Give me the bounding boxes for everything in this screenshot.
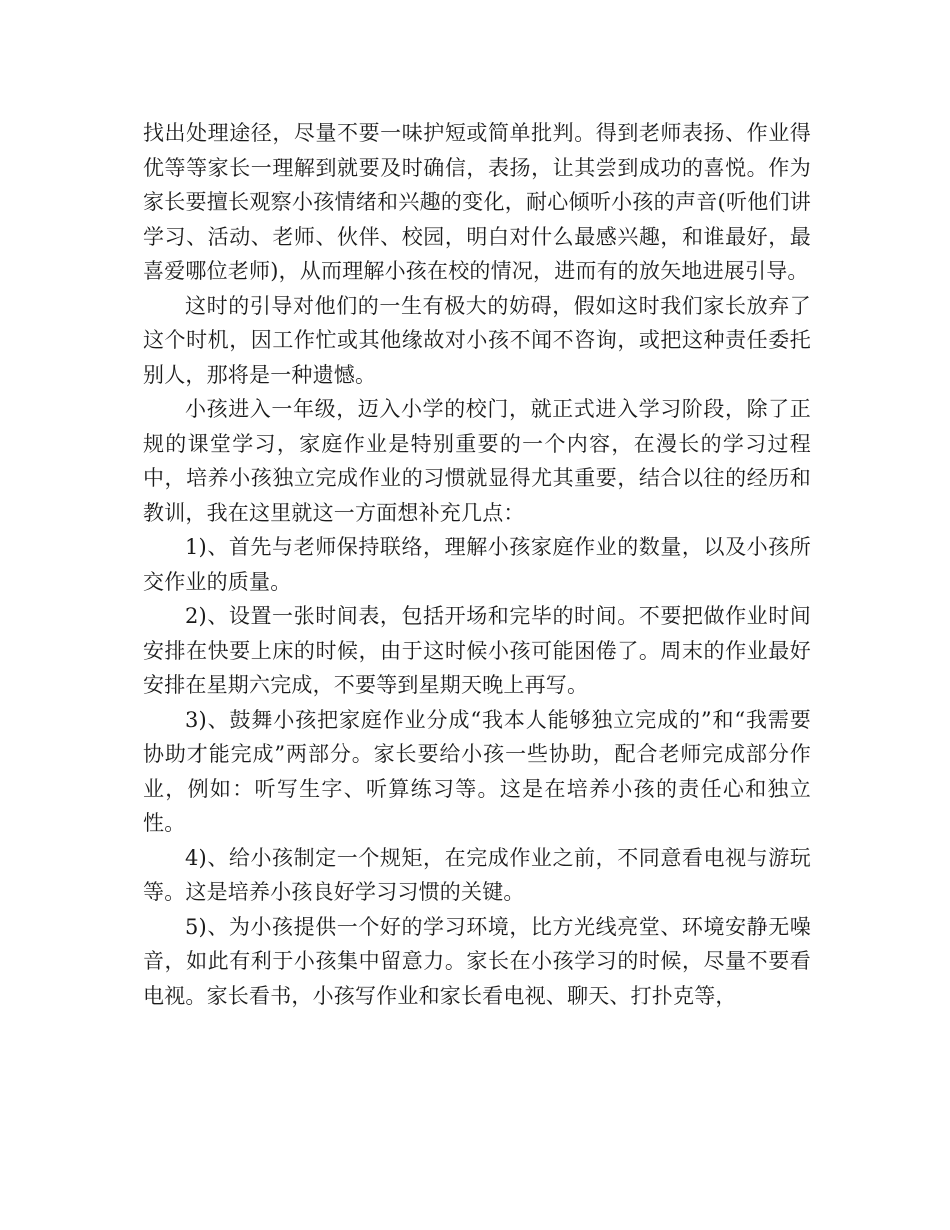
- list-item-2: 2)、设置一张时间表，包括开场和完毕的时间。不要把做作业时间安排在快要上床的时候，由于这时候小孩可能困倦了。周末的作业最好安排在星期六完成，不要等到星期天晚上再写。: [143, 604, 811, 697]
- paragraph-2: 这时的引导对他们的一生有极大的妨碍，假如这时我们家长放弃了这个时机，因工作忙或其他缘故对小孩不闻不咨询，或把这种责任委托别人，那将是一种遗憾。: [143, 293, 811, 387]
- list-item-3: 3)、鼓舞小孩把家庭作业分成“我本人能够独立完成的”和“我需要协助才能完成”两部分。家长要给小孩一些协助，配合老师完成部分作业，例如：听写生字、听算练习等。这是在培养小孩的责任心和独立性。: [143, 707, 811, 835]
- list-item-5: 5)、为小孩提供一个好的学习环境，比方光线亮堂、环境安静无噪音，如此有利于小孩集中留意力。家长在小孩学习的时候，尽量不要看电视。家长看书，小孩写作业和家长看电视、聊天、打扑克等，: [143, 914, 811, 1008]
- list-item-4: 4)、给小孩制定一个规矩，在完成作业之前，不同意看电视与游玩等。这是培养小孩良好学习习惯的关键。: [143, 845, 811, 904]
- document-body: [143, 116, 811, 1013]
- paragraph-3: 小孩进入一年级，迈入小学的校门，就正式进入学习阶段，除了正规的课堂学习，家庭作业是特别重要的一个内容，在漫长的学习过程中，培养小孩独立完成作业的习惯就显得尤其重要，结合以往的经历和教训，我在这里就这一方面想补充几点：: [143, 397, 811, 525]
- paragraph-1: 找出处理途径，尽量不要一味护短或简单批判。得到老师表扬、作业得优等等家长一理解到就要及时确信，表扬，让其尝到成功的喜悦。作为家长要擅长观察小孩情绪和兴趣的变化，耐心倾听小孩的声音(听他们讲学习、活动、老师、伙伴、校园，明白对什么最感兴趣，和谁最好，最喜爱哪位老师)，从而理解小孩在校的情况，进而有的放矢地进展引导。: [143, 121, 811, 283]
- list-item-1: 1)、首先与老师保持联络，理解小孩家庭作业的数量，以及小孩所交作业的质量。: [143, 535, 811, 594]
